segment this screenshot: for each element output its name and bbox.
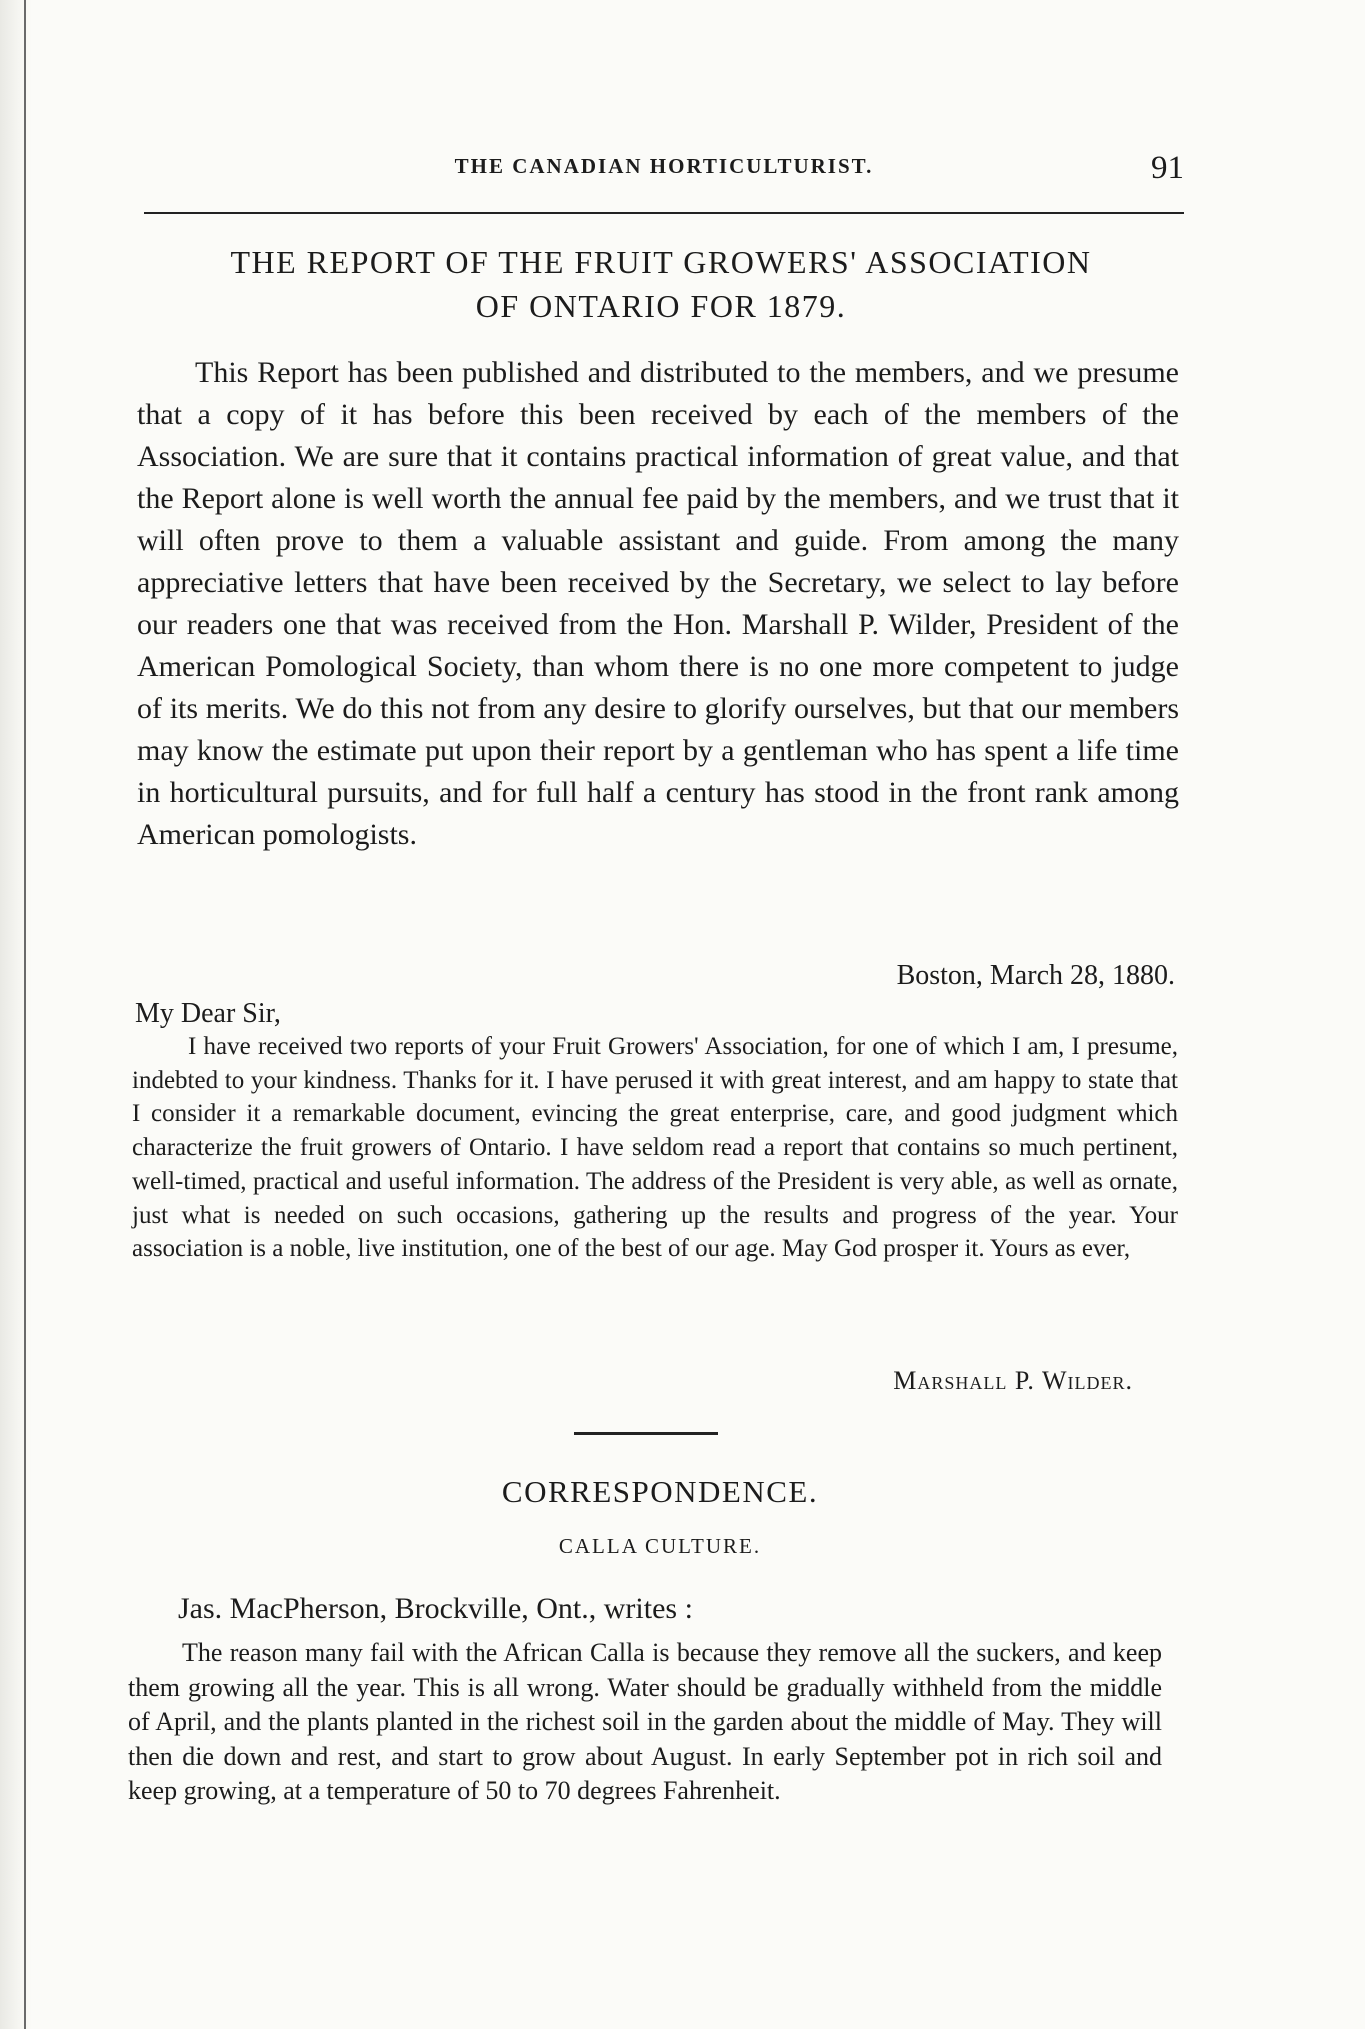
letter-dateline: Boston, March 28, 1880. [896, 960, 1175, 991]
binding-line [24, 0, 26, 2029]
running-head [144, 150, 1184, 190]
article-title [134, 240, 1188, 328]
article-body: This Report has been published and distributed to the members, and we presume that a copy of it has before this been received by each of the members of the Association. We are sure that it contains practical information of great value, and that the Report alone is well worth the annual fee paid by the members, and we trust that it will often prove to them a valuable assistant and guide. From among the many appreciative letters that have been received by the Secretary, we select to lay before our readers one that was received from the Hon. Marshall P. Wilder, President of the American Pomological Society, than whom there is no one more competent to judge of its merits. We do this not from any desire to glorify ourselves, but that our members may know the estimate put upon their report by a gentleman who has spent a life time in horticultural pursuits, and for full half a century has stood in the front rank among American pomologists. [137, 356, 1179, 851]
page-number: 91 [1151, 150, 1184, 186]
correspondent-intro: Jas. MacPherson, Brockville, Ont., writes : [178, 1592, 693, 1625]
subsection-title: CALLA CULTURE. [558, 1534, 762, 1558]
section-title: CORRESPONDENCE. [501, 1474, 819, 1509]
letter-body: I have received two reports of your Fruit Growers' Association, for one of which I am, I presume, indebted to your kindness. Thanks for it. I have perused it with great interest, and am happy to state that I consider it a remarkable document, evincing the great enterprise, care, and good judgment which characterize the fruit growers of Ontario. I have seldom read a report that contains so much pertinent, well-timed, practical and useful information. The address of the President is very able, as well as ornate, just what is needed on such occasions, gathering up the results and progress of the year. Your association is a noble, live institution, one of the best of our age. May God prosper it. Yours as ever, [132, 1033, 1178, 1263]
letter-salutation: My Dear Sir, [135, 998, 281, 1029]
letter-signature: Marshall P. Wilder. [893, 1366, 1133, 1395]
header-rule [144, 212, 1184, 214]
section-divider [574, 1432, 718, 1435]
page-binding-edge [0, 0, 32, 2029]
running-title: THE CANADIAN HORTICULTURIST. [454, 154, 874, 178]
article-title-line-1: THE REPORT OF THE FRUIT GROWERS' ASSOCIATION [230, 244, 1092, 280]
article-title-line-2: OF ONTARIO FOR 1879. [475, 288, 847, 324]
correspondence-body: The reason many fail with the African Calla is because they remove all the suckers, and keep them growing all the year. This is all wrong. Water should be gradually withheld from the middle of April, and the plants planted in the richest soil in the garden about the middle of May. They will then die down and rest, and start to grow about August. In early September pot in rich soil and keep growing, at a temperature of 50 to 70 degrees Fahrenheit. [128, 1638, 1162, 1805]
